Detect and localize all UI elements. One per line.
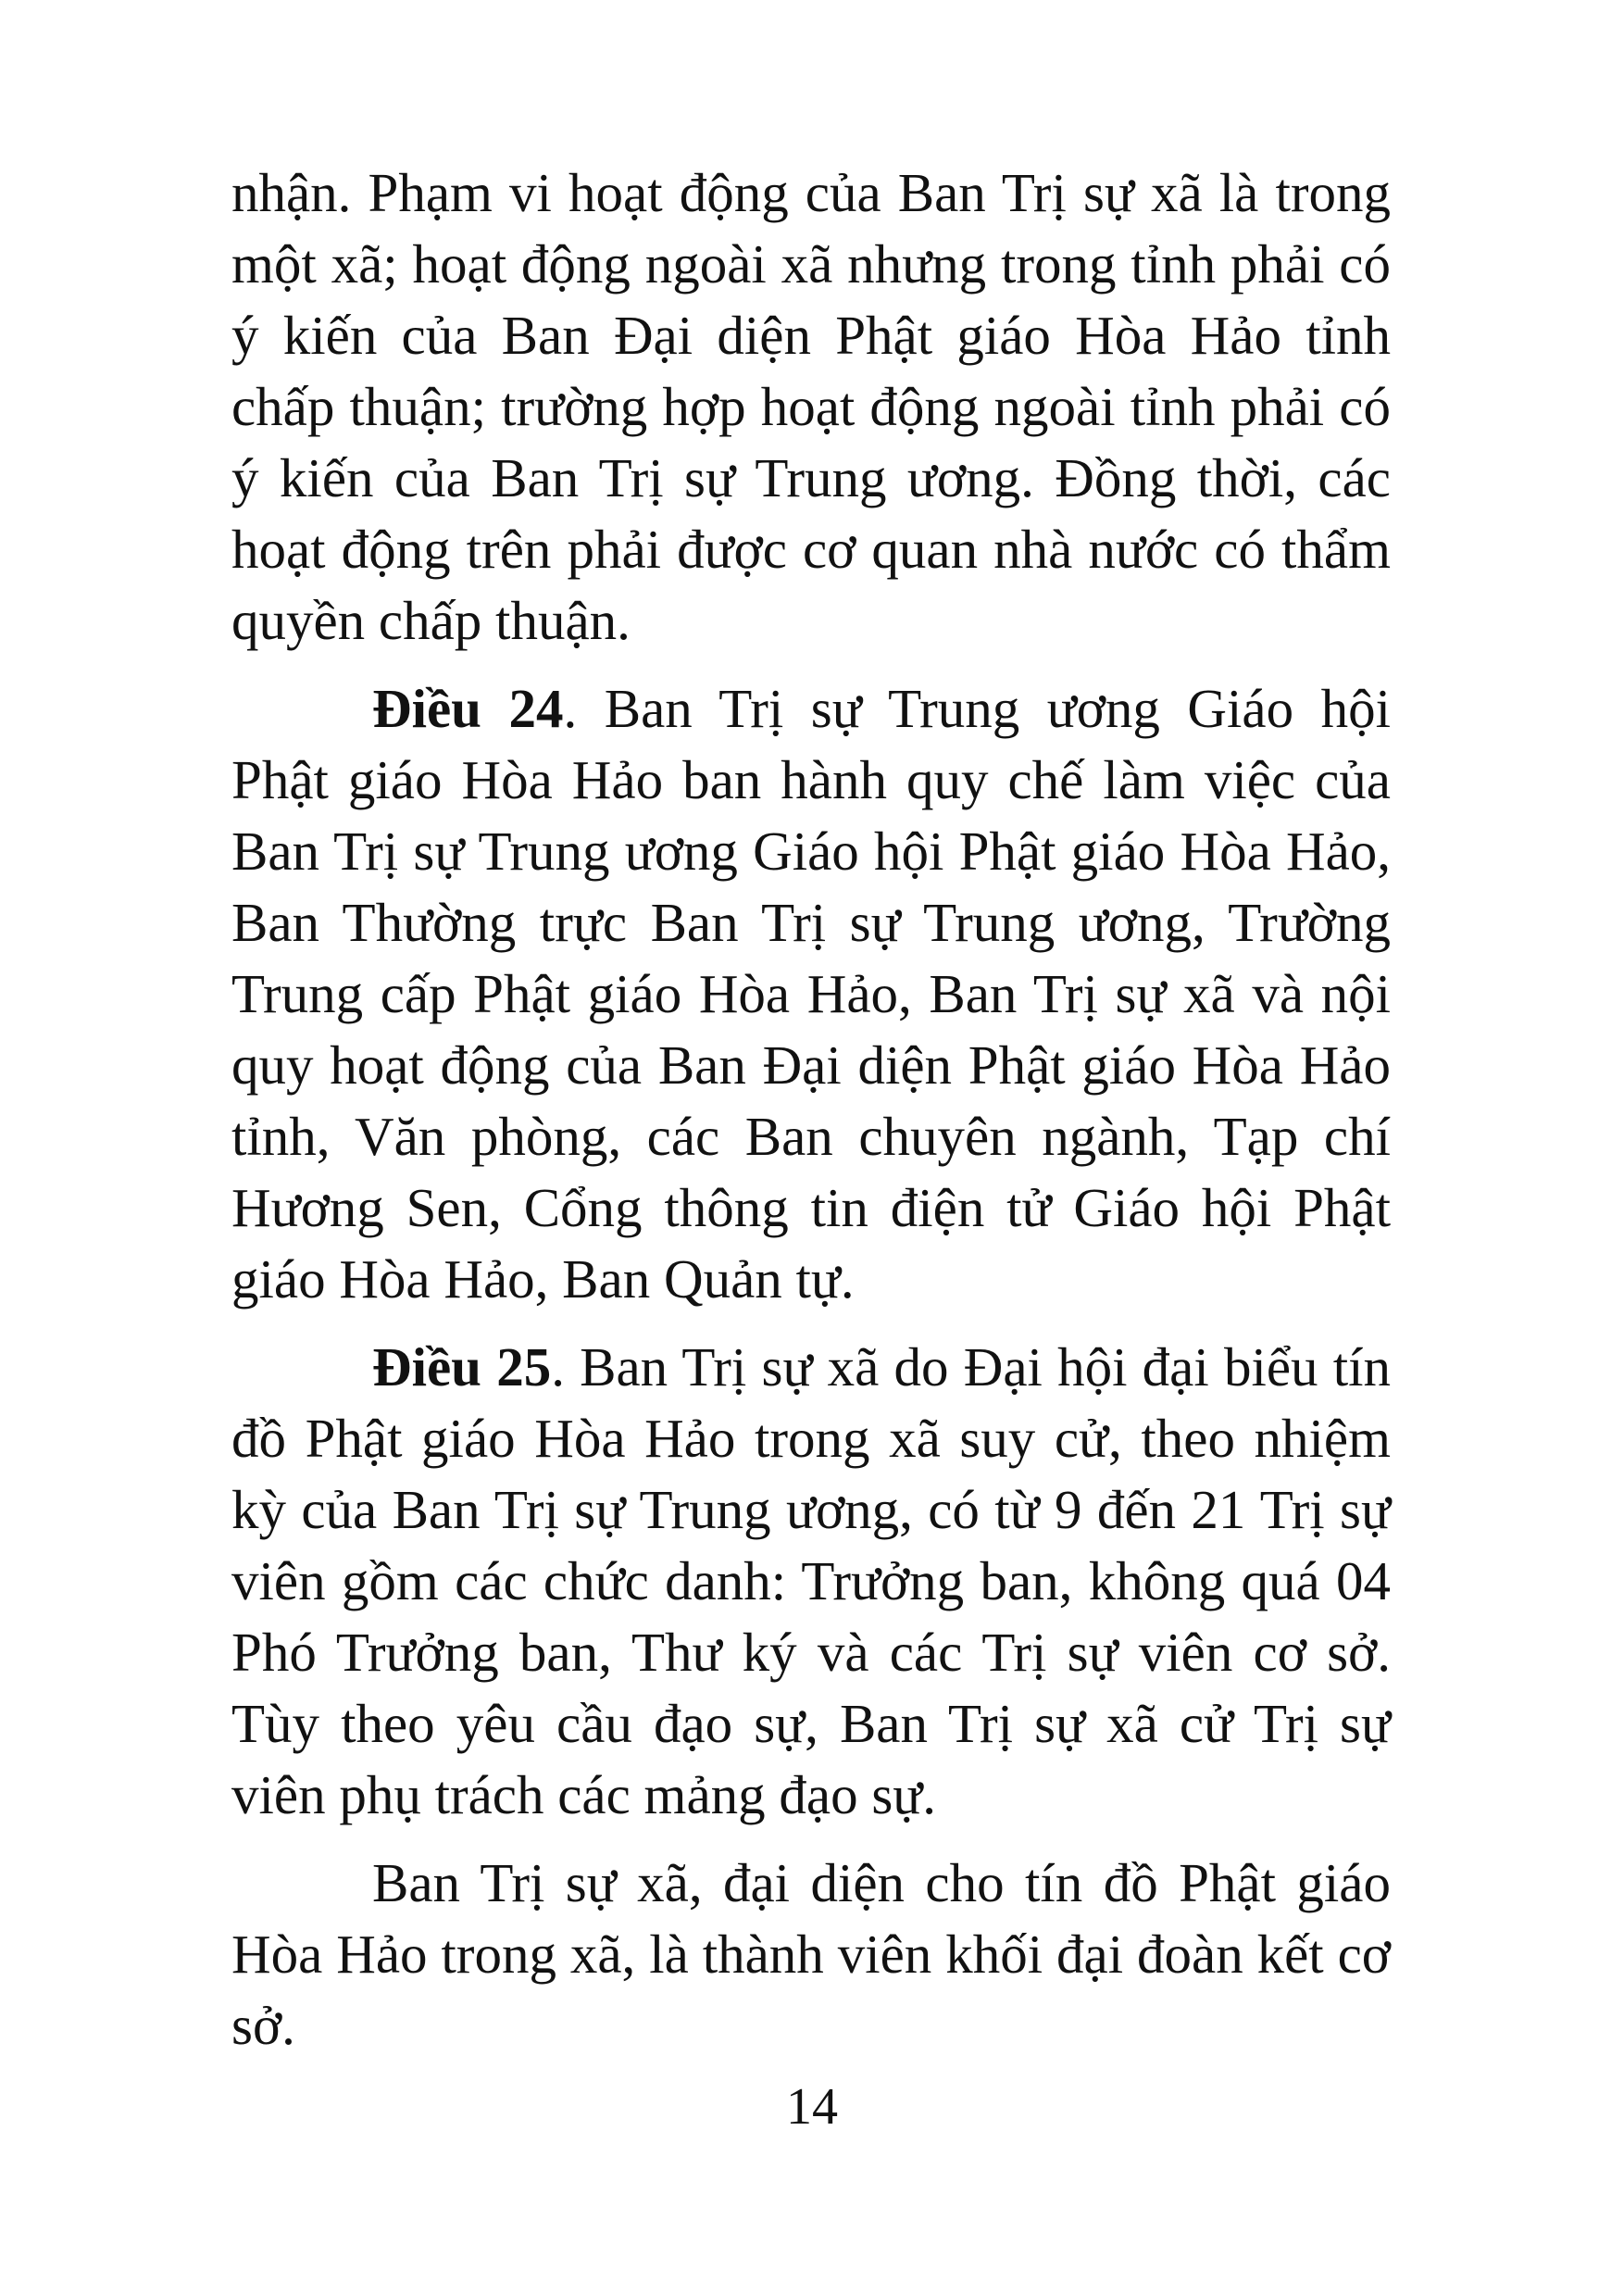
- closing-paragraph: [231, 1848, 1391, 2062]
- page-number: 14: [786, 2078, 838, 2136]
- article-24-paragraph: [231, 673, 1391, 1315]
- article-24-text: . Ban Trị sự Trung ương Giáo hội Phật giáo Hòa Hảo ban hành quy chế làm việc của Ban Trị sự Trung ương Giáo hội Phật giáo Hòa Hảo, Ban Thường trực Ban Trị sự Trung ương, Trường Trung cấp Phật giáo Hòa Hảo, Ban Trị sự xã và nội quy hoạt động của Ban Đại diện Phật giáo Hòa Hảo tỉnh, Văn phòng, các Ban chuyên ngành, Tạp chí Hương Sen, Cổng thông tin điện tử Giáo hội Phật giáo Hòa Hảo, Ban Quản tự.: [231, 678, 1391, 1310]
- paragraph-continuation: [231, 157, 1391, 657]
- article-25-text: . Ban Trị sự xã do Đại hội đại biểu tín đồ Phật giáo Hòa Hảo trong xã suy cử, theo nhiệm kỳ của Ban Trị sự Trung ương, có từ 9 đến 21 Trị sự viên gồm các chức danh: Trưởng ban, không quá 04 Phó Trưởng ban, Thư ký và các Trị sự viên cơ sở. Tùy theo yêu cầu đạo sự, Ban Trị sự xã cử Trị sự viên phụ trách các mảng đạo sự.: [231, 1336, 1392, 1825]
- paragraph-text: nhận. Phạm vi hoạt động của Ban Trị sự xã là trong một xã; hoạt động ngoài xã nhưng trong tỉnh phải có ý kiến của Ban Đại diện Phật giáo Hòa Hảo tỉnh chấp thuận; trường hợp hoạt động ngoài tỉnh phải có ý kiến của Ban Trị sự Trung ương. Đồng thời, các hoạt động trên phải được cơ quan nhà nước có thẩm quyền chấp thuận.: [231, 162, 1391, 651]
- article-24-label: Điều 24: [372, 678, 564, 739]
- body-text: [231, 157, 1391, 2062]
- article-25-label: Điều 25: [372, 1336, 552, 1397]
- paragraph-text: Ban Trị sự xã, đại diện cho tín đồ Phật giáo Hòa Hảo trong xã, là thành viên khối đại đoàn kết cơ sở.: [231, 1852, 1391, 2056]
- article-25-paragraph: [231, 1332, 1391, 1831]
